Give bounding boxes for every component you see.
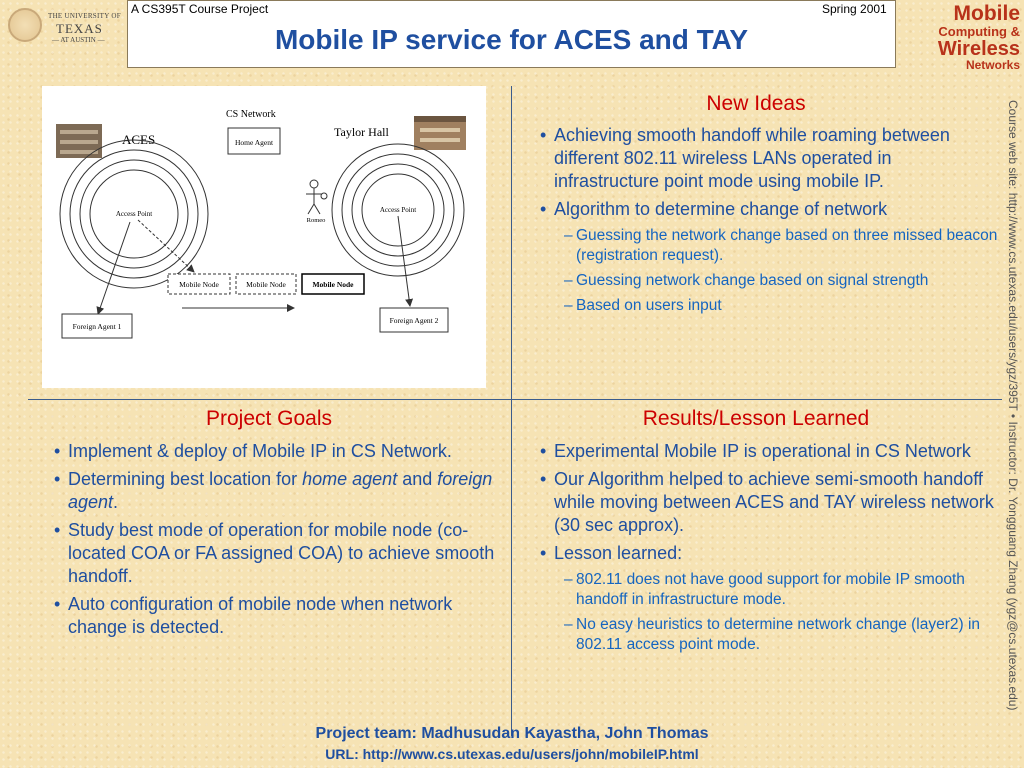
course-label: A CS395T Course Project [131, 2, 269, 16]
goals-bullet-2-mid: and [397, 469, 438, 489]
brand-line-4: Networks [965, 58, 1020, 72]
footer-project-team: Project team: Madhusudan Kayastha, John Thomas [315, 725, 709, 742]
side-course-info-text: Course web site: http://www.cs.utexas.edu/users/ygz/395T • Instructor: Dr. Yongguang Zhang (ygz@cs.utexas.edu) [1006, 100, 1020, 711]
new-ideas-sub-bullet-3: – Based on users input [538, 296, 998, 316]
footer-url[interactable]: URL: http://www.cs.utexas.edu/users/john/mobileIP.html [325, 746, 699, 762]
university-seal-icon [8, 8, 42, 42]
goals-bullet-2-pre: Determining best location for [68, 469, 303, 489]
arrow-ap1-to-foreign-agent-1 [98, 222, 130, 314]
arrow-ap2-to-foreign-agent-2 [398, 216, 410, 306]
goals-bullet-2-post: . [113, 492, 119, 512]
label-mobile-node-1: Mobile Node [179, 280, 219, 289]
label-romeo: Romeo [306, 217, 326, 224]
label-foreign-agent-1: Foreign Agent 1 [72, 322, 122, 331]
home-agent-emphasis: home agent [302, 469, 398, 489]
aces-building-icon [56, 124, 102, 158]
label-cs-network: CS Network [226, 109, 276, 120]
goals-bullet-1: • Implement & deploy of Mobile IP in CS Network. [52, 440, 502, 463]
foreign-agent-emphasis: foreign agent [68, 469, 493, 512]
course-brand [900, 3, 1020, 72]
label-access-point-2: Access Point [379, 206, 417, 214]
new-ideas-title: New Ideas [706, 92, 806, 115]
brand-line-2: Computing & [938, 24, 1020, 39]
brand-line-3: Wireless [937, 38, 1020, 60]
label-access-point-1: Access Point [115, 210, 153, 218]
results-bullet-2: • Our Algorithm helped to achieve semi-smooth handoff while moving between ACES and TAY wireless network (30 sec approx). [538, 468, 1000, 537]
taylor-hall-building-icon [414, 116, 466, 150]
horizontal-divider [28, 399, 1002, 400]
results-list [538, 440, 1000, 660]
new-ideas-list [538, 124, 998, 321]
label-mobile-node-2: Mobile Node [246, 280, 286, 289]
new-ideas-sub-bullet-2: – Guessing network change based on signal strength [538, 271, 998, 291]
new-ideas-sub-bullet-1: – Guessing the network change based on three missed beacon (registration request). [538, 226, 998, 266]
label-taylor-hall: Taylor Hall [334, 125, 389, 139]
new-ideas-bullet-2: • Algorithm to determine change of network [538, 198, 998, 221]
vertical-divider [511, 86, 512, 736]
logo-line-2: TEXAS [56, 21, 103, 36]
brand-line-1: Mobile [953, 2, 1020, 25]
label-home-agent: Home Agent [234, 138, 274, 147]
network-diagram [42, 86, 486, 388]
project-goals-title: Project Goals [205, 407, 333, 430]
university-logo [4, 2, 122, 72]
side-course-info [1005, 100, 1023, 740]
results-bullet-3: • Lesson learned: [538, 542, 1000, 565]
results-title: Results/Lesson Learned [642, 407, 870, 430]
label-mobile-node-3: Mobile Node [312, 280, 354, 289]
results-sub-bullet-2: – No easy heuristics to determine network change (layer2) in 802.11 access point mode. [538, 615, 1000, 655]
goals-bullet-3: • Study best mode of operation for mobile node (co-located COA or FA assigned COA) to achieve smooth handoff. [52, 519, 502, 588]
romeo-figure-icon [306, 180, 327, 214]
label-aces: ACES [122, 132, 156, 147]
results-bullet-1: • Experimental Mobile IP is operational in CS Network [538, 440, 1000, 463]
logo-line-1: THE UNIVERSITY OF [48, 12, 121, 20]
project-goals-list [52, 440, 502, 644]
new-ideas-bullet-1: • Achieving smooth handoff while roaming between different 802.11 wireless LANs operated in infrastructure point mode using mobile IP. [538, 124, 998, 193]
logo-line-3: — AT AUSTIN — [52, 36, 105, 44]
arrow-ap1-to-mobile-node [138, 220, 194, 272]
page-title: Mobile IP service for ACES and TAY [274, 24, 749, 55]
network-diagram-svg [42, 86, 486, 388]
results-sub-bullet-1: – 802.11 does not have good support for mobile IP smooth handoff in infrastructure mode. [538, 570, 1000, 610]
semester-label: Spring 2001 [822, 2, 887, 16]
goals-bullet-2 [52, 468, 502, 514]
goals-bullet-4: • Auto configuration of mobile node when network change is detected. [52, 593, 502, 639]
label-foreign-agent-2: Foreign Agent 2 [389, 316, 439, 325]
